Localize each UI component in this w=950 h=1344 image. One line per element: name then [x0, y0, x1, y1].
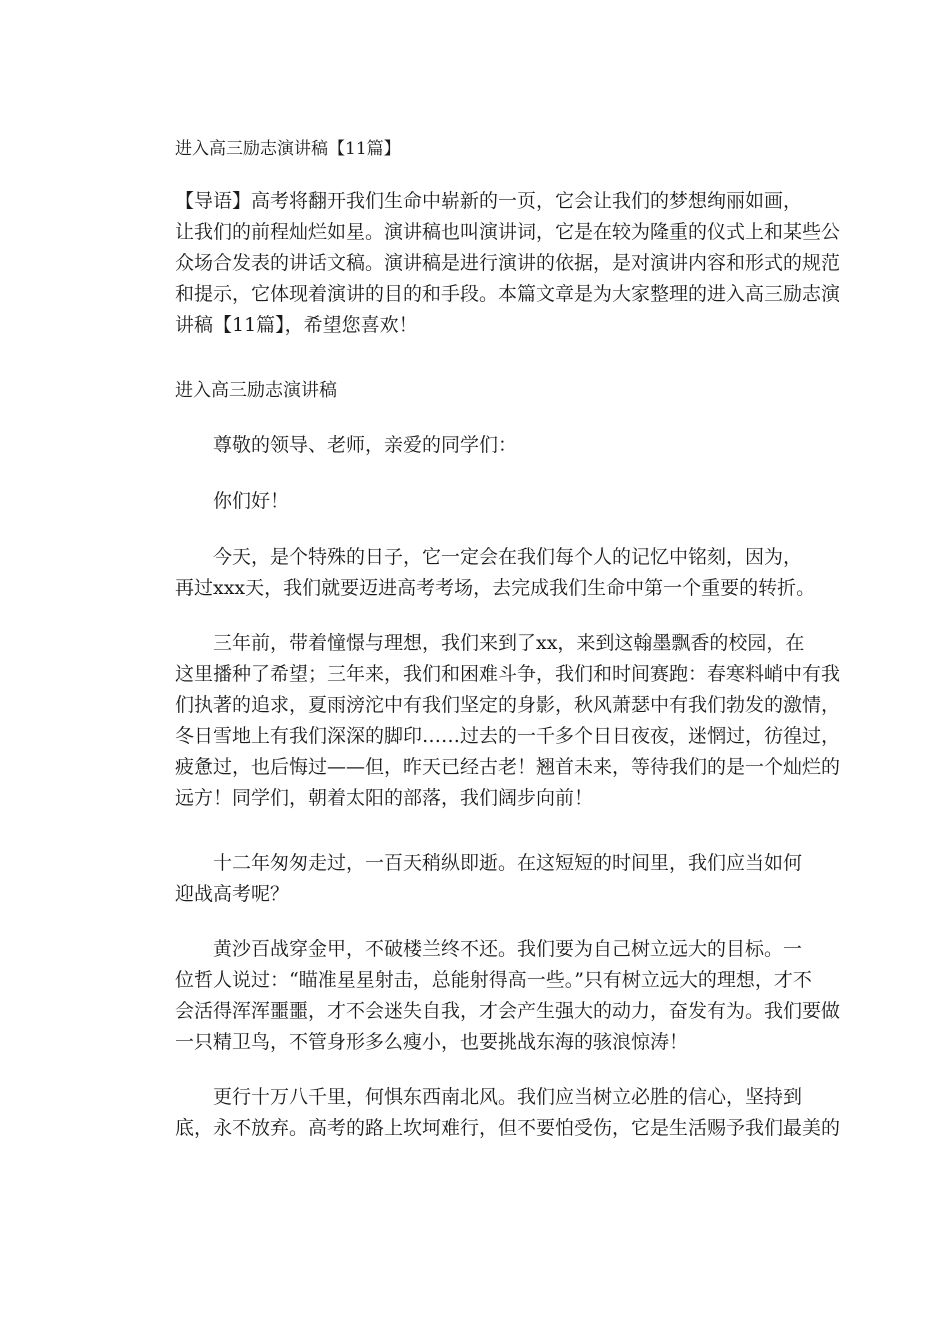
- intro-line: 让我们的前程灿烂如星。演讲稿也叫演讲词，它是在较为隆重的仪式上和某些公: [175, 221, 841, 243]
- paragraph-line: 今天，是个特殊的日子，它一定会在我们每个人的记忆中铭刻，因为，: [213, 546, 803, 568]
- paragraph-line: 会活得浑浑噩噩，才不会迷失自我，才会产生强大的动力，奋发有为。我们要做: [175, 1000, 841, 1022]
- paragraph-line: 三年前，带着憧憬与理想，我们来到了xx，来到这翰墨飘香的校园，在: [213, 632, 805, 654]
- paragraph-line: 位哲人说过：“瞄准星星射击，总能射得高一些。”只有树立远大的理想，才不: [175, 969, 812, 991]
- paragraph-line: 们执著的追求，夏雨滂沱中有我们坚定的身影，秋风萧瑟中有我们勃发的激情，: [175, 694, 841, 716]
- paragraph-line: 黄沙百战穿金甲，不破楼兰终不还。我们要为自己树立远大的目标。一: [213, 938, 803, 960]
- intro-line: 众场合发表的讲话文稿。演讲稿是进行演讲的依据，是对演讲内容和形式的规范: [175, 252, 841, 274]
- section-title: 进入高三励志演讲稿: [175, 380, 337, 401]
- body-paragraph-2: [175, 628, 841, 814]
- intro-paragraph: [175, 186, 841, 341]
- paragraph-line: 远方！同学们，朝着太阳的部落，我们阔步向前！: [175, 787, 594, 809]
- intro-line: 【导语】高考将翻开我们生命中崭新的一页，它会让我们的梦想绚丽如画，: [175, 190, 803, 212]
- paragraph-line: 这里播种了希望；三年来，我们和困难斗争，我们和时间赛跑：春寒料峭中有我: [175, 663, 841, 685]
- body-paragraph-3: [175, 848, 815, 910]
- paragraph-line: 一只精卫鸟，不管身形多么瘦小，也要挑战东海的骇浪惊涛！: [175, 1031, 689, 1053]
- body-paragraph-1: [175, 542, 815, 604]
- paragraph-line: 迎战高考呢？: [175, 883, 290, 905]
- paragraph-line: 更行十万八千里，何惧东西南北风。我们应当树立必胜的信心，坚持到: [213, 1086, 803, 1108]
- body-paragraph-5: [175, 1082, 841, 1144]
- greeting-paragraph: [213, 430, 853, 461]
- paragraph-line: 十二年匆匆走过，一百天稍纵即逝。在这短短的时间里，我们应当如何: [213, 852, 803, 874]
- body-paragraph-4: [175, 934, 841, 1058]
- paragraph-line: 再过xxx天，我们就要迈进高考考场，去完成我们生命中第一个重要的转折。: [175, 577, 816, 599]
- paragraph-line: 底，永不放弃。高考的路上坎坷难行，但不要怕受伤，它是生活赐予我们最美的: [175, 1117, 841, 1139]
- document-title: 进入高三励志演讲稿【11篇】: [175, 139, 401, 159]
- greeting-line: 尊敬的领导、老师，亲爱的同学们：: [213, 434, 518, 456]
- intro-line: 和提示，它体现着演讲的目的和手段。本篇文章是为大家整理的进入高三励志演: [175, 283, 841, 305]
- paragraph-line: 冬日雪地上有我们深深的脚印……过去的一千多个日日夜夜，迷惘过，彷徨过，: [175, 725, 841, 747]
- paragraph-line: 疲惫过，也后悔过——但，昨天已经古老！翘首未来，等待我们的是一个灿烂的: [175, 756, 841, 778]
- hello-paragraph: [213, 486, 853, 517]
- hello-line: 你们好！: [213, 490, 290, 512]
- intro-line: 讲稿【11篇】，希望您喜欢！: [175, 314, 418, 336]
